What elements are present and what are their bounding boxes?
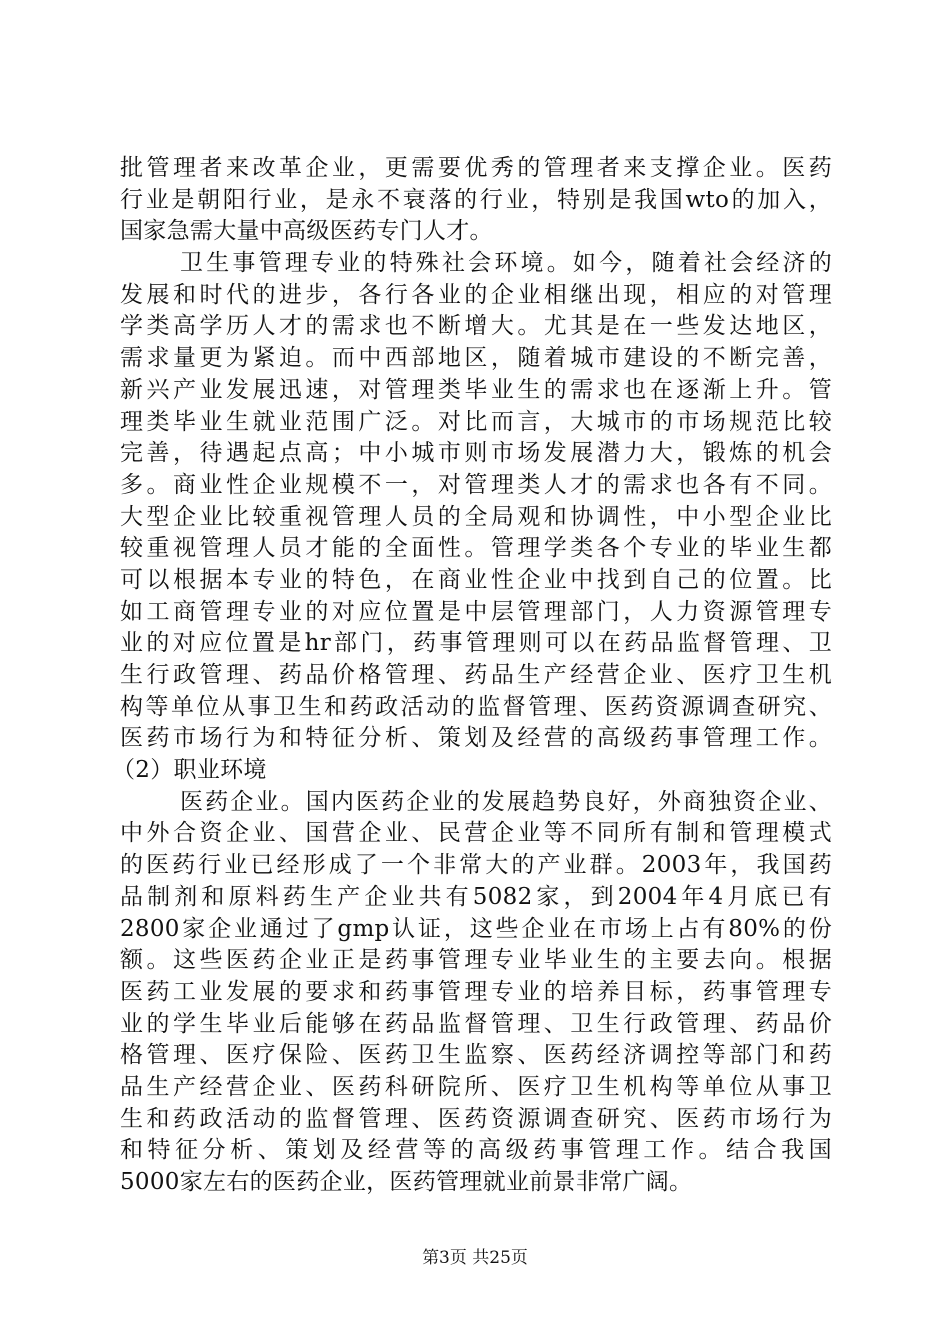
text-line: 学类高学历人才的需求也不断增大。尤其是在一些发达地区， <box>120 313 832 340</box>
text-line: 品生产经营企业、医药科研院所、医疗卫生机构等单位从事卫 <box>120 1073 832 1100</box>
text-line: 需求量更为紧迫。而中西部地区，随着城市建设的不断完善， <box>120 345 832 372</box>
text-line: 可以根据本专业的特色，在商业性企业中找到自己的位置。比 <box>120 566 832 593</box>
text-line: 完善，待遇起点高；中小城市则市场发展潜力大，锻炼的机会 <box>120 440 832 467</box>
text-line: 生行政管理、药品价格管理、药品生产经营企业、医疗卫生机 <box>120 662 832 688</box>
text-line: 行业是朝阳行业，是永不衰落的行业，特别是我国wto的加入， <box>120 186 832 213</box>
text-line: 理类毕业生就业范围广泛。对比而言，大城市的市场规范比较 <box>120 408 832 435</box>
text-line: 医药工业发展的要求和药事管理专业的培养目标，药事管理专 <box>120 978 832 1005</box>
text-line: 多。商业性企业规模不一，对管理类人才的需求也各有不同。 <box>120 471 832 498</box>
text-line: 业的对应位置是hr部门，药事管理则可以在药品监督管理、卫 <box>120 630 832 657</box>
text-line: 5000家左右的医药企业，医药管理就业前景非常广阔。 <box>120 1169 693 1195</box>
text-line: 品制剂和原料药生产企业共有5082家，到2004年4月底已有 <box>120 883 832 910</box>
text-line: 生和药政活动的监督管理、医药资源调查研究、医药市场行为 <box>120 1105 832 1132</box>
text-line: 构等单位从事卫生和药政活动的监督管理、医药资源调查研究、 <box>120 693 832 720</box>
text-line: 医药市场行为和特征分析、策划及经营的高级药事管理工作。 <box>120 725 832 752</box>
text-line: 发展和时代的进步，各行各业的企业相继出现，相应的对管理 <box>120 281 832 308</box>
text-line: 的医药行业已经形成了一个非常大的产业群。2003年，我国药 <box>120 852 832 879</box>
text-line: 批管理者来改革企业，更需要优秀的管理者来支撑企业。医药 <box>120 155 832 181</box>
text-line: 国家急需大量中高级医药专门人才。 <box>120 218 493 245</box>
text-line: 大型企业比较重视管理人员的全局观和协调性，中小型企业比 <box>120 503 832 530</box>
text-line: 和特征分析、策划及经营等的高级药事管理工作。结合我国 <box>120 1137 832 1164</box>
text-line: 格管理、医疗保险、医药卫生监察、医药经济调控等部门和药 <box>120 1042 832 1069</box>
text-line: 新兴产业发展迅速，对管理类毕业生的需求也在逐渐上升。管 <box>120 376 832 403</box>
text-line: 2800家企业通过了gmp认证，这些企业在市场上占有80%的份 <box>120 915 832 942</box>
text-line: 中外合资企业、国营企业、民营企业等不同所有制和管理模式 <box>120 820 832 847</box>
page-footer <box>0 1243 950 1268</box>
paragraph-first-line: 卫生事管理专业的特殊社会环境。如今，随着社会经济的 <box>180 250 832 277</box>
body-text <box>112 153 832 1199</box>
text-line: 较重视管理人员才能的全面性。管理学类各个专业的毕业生都 <box>120 535 832 562</box>
section-heading: （2）职业环境 <box>112 757 267 784</box>
page-number: 第3页 共25页 <box>422 1248 528 1268</box>
text-line: 额。这些医药企业正是药事管理专业毕业生的主要去向。根据 <box>120 947 832 974</box>
text-line: 业的学生毕业后能够在药品监督管理、卫生行政管理、药品价 <box>120 1010 832 1037</box>
paragraph-first-line: 医药企业。国内医药企业的发展趋势良好，外商独资企业、 <box>180 788 832 815</box>
text-line: 如工商管理专业的对应位置是中层管理部门，人力资源管理专 <box>120 598 832 625</box>
